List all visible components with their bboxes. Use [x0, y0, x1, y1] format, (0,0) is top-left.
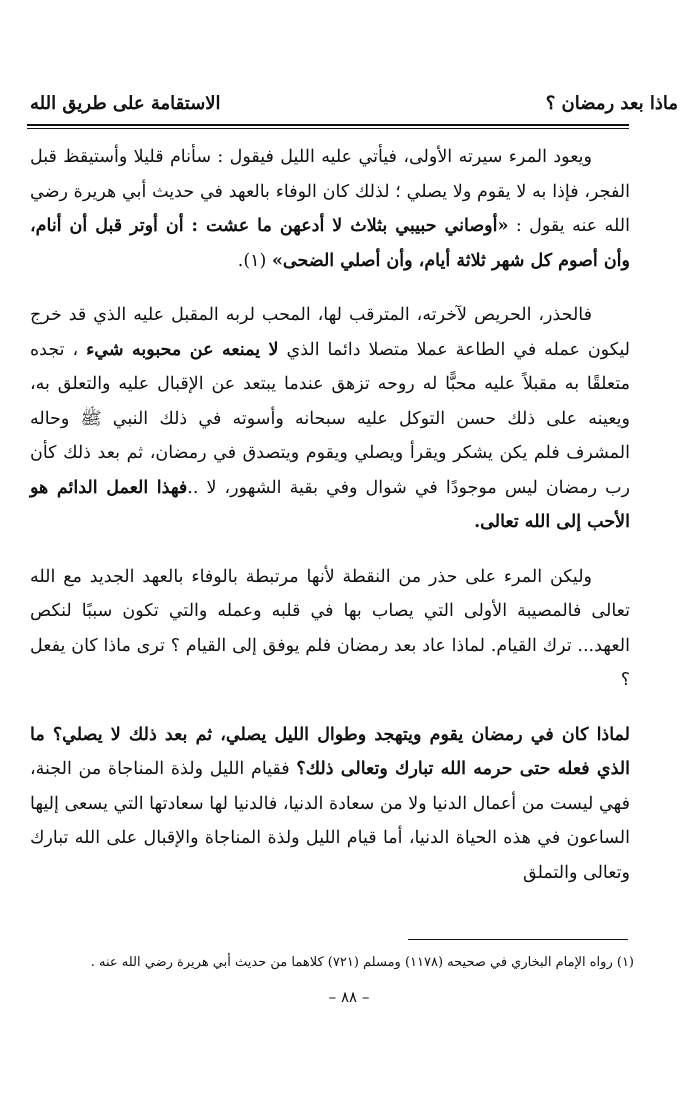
header-rule — [27, 124, 629, 129]
footnote-ref: (١). — [237, 250, 267, 271]
paragraph-4-question: لماذا كان في رمضان يقوم ويتهجد وطوال الليل يصلي، ثم بعد ذلك لا يصلي؟ ما الذي فعله حتى حرمه الله تبارك وتعالى ذلك؟ — [30, 724, 630, 779]
hadith-quote: «أوصاني حبيبي بثلاث لا أدعهن ما عشت : أن أوتر قبل أن أنام، وأن أصوم كل شهر ثلاثة أيام، وأن أصلي الضحى» — [30, 216, 630, 271]
paragraph-3-text: وليكن المرء على حذر من النقطة لأنها مرتبطة بالوفاء بالعهد الجديد مع الله تعالى فالمصيبة الأولى التي يصاب بها في قلبه وعمله والتي تكون سببًا لنكص العهد... ترك القيام. لماذا عاد بعد رمضان فلم يوفق إلى القيام ؟ ترى ماذا كان يفعل ؟ — [30, 566, 630, 690]
paragraph-1-text: ويعود المرء سيرته الأولى، فيأتي عليه الليل فيقول : سأنام قليلا وأستيقظ قبل الفجر، فإذا به لا يقوم ولا يصلي ؛ لذلك كان الوفاء بالعهد في حديث أبي هريرة رضي الله عنه يقول : — [30, 147, 630, 236]
paragraph-2-emphasis-1: لا يمنعه عن محبوبه شيء — [86, 339, 279, 360]
page-number: – ٨٨ – — [328, 988, 370, 1006]
footnote: (١) رواه الإمام البخاري في صحيحه (١١٧٨) ومسلم (٧٢١) كلاهما من حديث أبي هريرة رضي الله عنه . — [90, 955, 634, 970]
running-header — [30, 88, 678, 118]
book-title: الاستقامة على طريق الله — [30, 92, 221, 114]
paragraph-4 — [30, 718, 630, 891]
body-text — [30, 140, 630, 890]
paragraph-3 — [30, 560, 630, 698]
paragraph-2-emphasis-2: فهذا العمل الدائم هو الأحب إلى الله تعالى. — [30, 477, 630, 532]
paragraph-2-text-a: فالحذر، الحريص لآخرته، المترقب لها، المحب لربه المقبل عليه الذي قد خرج ليكون عمله في الطاعة عملا متصلا دائما الذي — [30, 305, 630, 360]
chapter-title: ماذا بعد رمضان ؟ — [545, 92, 678, 114]
paragraph-1 — [30, 140, 630, 278]
footnote-rule — [408, 939, 628, 940]
paragraph-2 — [30, 298, 630, 540]
paragraph-2-text-b: ، تجده متعلقًا به مقبلاً عليه محبًّا له روحه تزهق عندما يبتعد عن الإقبال عليه والتعلق به، ويعينه على ذلك حسن التوكل عليه سبحانه وأسوته في ذلك النبي ﷺ وحاله المشرف فلم يكن يشكر ويقرأ ويصلي ويقوم ويتصدق في رمضان، ثم بعد ذلك كأن رب رمضان ليس موجودًا في شوال وفي بقية الشهور، لا .. — [30, 339, 630, 498]
paragraph-4-text: فقيام الليل ولذة المناجاة من الجنة، فهي ليست من أعمال الدنيا ولا من سعادة الدنيا، فالدنيا لها سعادتها التي يسعى إليها الساعون في هذه الحياة الدنيا، أما قيام الليل ولذة المناجاة والإقبال على الله تبارك وتعالى والتملق — [30, 759, 630, 883]
